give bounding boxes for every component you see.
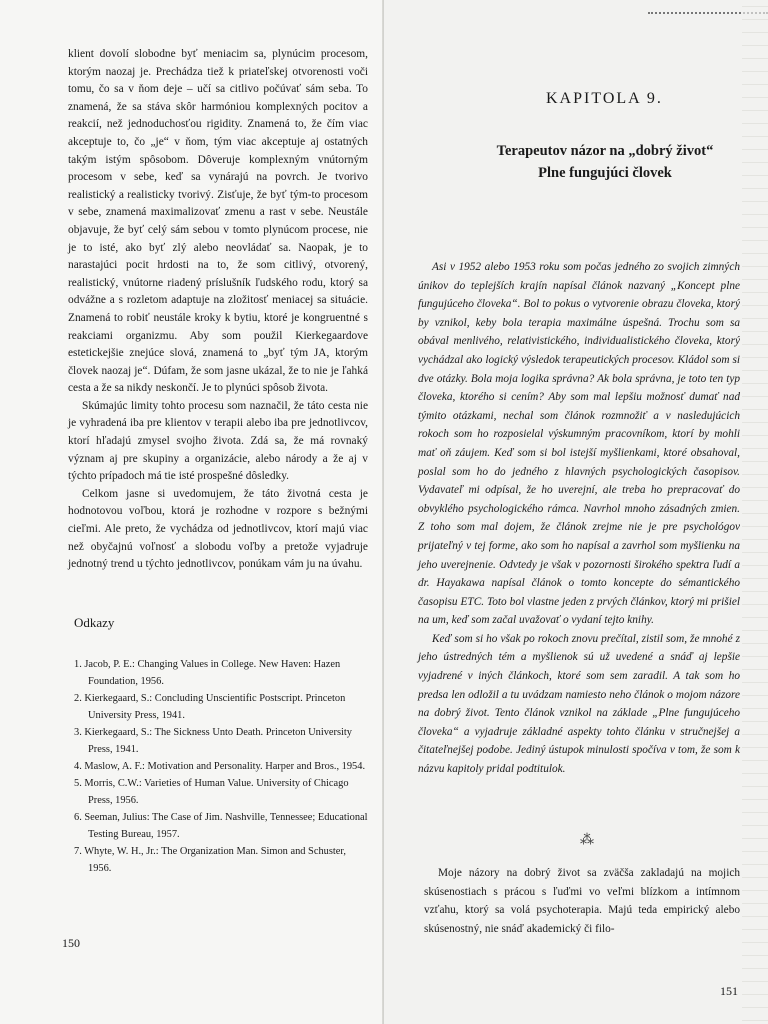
references-heading: Odkazy	[74, 615, 115, 630]
left-text-block	[68, 46, 368, 574]
reference-item: 1. Jacob, P. E.: Changing Values in College. New Haven: Hazen Foundation, 1956.	[74, 659, 341, 687]
chapter-title-line-1: Terapeutov názor na „dobrý život“	[496, 143, 714, 159]
left-page-number: 150	[62, 936, 80, 950]
reference-item: 3. Kierkegaard, S.: The Sickness Unto Death. Princeton University Press, 1941.	[74, 727, 352, 755]
right-paragraph-1: Asi v 1952 alebo 1953 roku som počas jedného zo svojich zimných únikov do teplejších krajín napísal článok nazvaný „Koncept plne fungujúceho človeka“. Bol to pokus o vytvorenie obrazu človeka, ktorý by vznikol, keby bola terapia maximálne úspešná. Trochu som sa obával menlivého, relativistického, individualistického človeka, ktorý vychádzal ako logický výsledok terapeutických procesov. Kládol som si dve otázky. Bola moja logika správna? Ak bola správna, je toto ten typ človeka, ktorého si cením? Aby som mal lepšiu možnosť dumať nad týmito otázkami, nechal som článok rozmnožiť a v nasledujúcich rokoch som ho rozposielal výskumným pracovníkom, ktorí by mohli mať oň záujem. Keď som si bol istejší myšlienkami, ktoré obsahoval, poslal som ho do jedného z hlavných psychologických časopisov. Vydavateľ mi odpísal, že ho uverejní, ale treba ho prepracovať do obvyklého psychologického rámca. Navrhol mnoho zásadných zmien. Z toho som mal dojem, že článok zrejme nie je pre psychológov prijateľný v tej forme, ako som ho napísal a zavrhol som myšlienku na jeho uverejnenie. Odvtedy je však v pozornosti širokého spektra ľudí a dr. Hayakawa napísal článok o tomto koncepte do sémantického časopisu ETC. Toto bol vlastne jeden z prvých článkov, ktorý mi prišiel na um, keď som začal uvažovať o vydaní tejto knihy.	[418, 261, 740, 627]
right-page-number: 151	[720, 984, 738, 998]
chapter-title-line-2: Plne fungujúci človek	[538, 165, 672, 181]
chapter-heading: KAPITOLA 9.	[546, 90, 663, 107]
reference-item: 2. Kierkegaard, S.: Concluding Unscientific Postscript. Princeton University Press, 1941.	[74, 693, 346, 721]
chapter-title	[470, 140, 740, 184]
right-italic-text-block	[418, 258, 740, 779]
left-paragraph-3: Celkom jasne si uvedomujem, že táto životná cesta je hodnotovou voľbou, ktorá je rozhodne v rozpore s bežnými cieľmi. Ale preto, že vychádza od jednotlivcov, ktorí majú viac než obyčajnú voľnosť a slobodu voľby a pretože vyjadruje jednotný trend u týchto jednotlivcov, ponúkam vám ju na úvahu.	[68, 487, 368, 571]
references-list	[74, 656, 370, 877]
page-edge-texture	[742, 0, 768, 1024]
reference-item: 6. Seeman, Julius: The Case of Jim. Nashville, Tennessee; Educational Testing Bureau, 1957.	[74, 812, 368, 840]
left-paragraph-1: klient dovolí slobodne byť meniacim sa, plynúcim procesom, ktorým naozaj je. Prechádza tiež k priateľskej otvorenosti voči tomu, čo sa v ňom deje – učí sa citlivo počúvať sám seba. To znamená, že sa stáva skôr harmóniou komplexných pocitov a reakcií, než jednoduchosťou rigidity. Znamená to, že čím viac akceptuje to, čo „je“ v ňom, tým viac akceptuje aj ostatných takým istým spôsobom. Dôveruje komplexným vnútorným procesom v sebe, keď sa vynárajú na povrch. Je tvorivo realistický a realisticky tvorivý. Zisťuje, že byť tým-to procesom v sebe, znamená maximalizovať zmenu a rast v sebe. Neustále objavuje, že byť celý sám sebou v tomto plynúcom procese, nie je to isté, ako byť zlý alebo neovládať sa. Naopak, je to narastajúci pocit hrdosti na to, že som citlivý, otvorený, realistický, vnútorne riadený príslušník ľudského rodu, ktorý sa odvážne a s rozletom adaptuje na zložitosť meniacej sa situácie. Znamená to robiť neustále kroky k bytiu, ktoré je kongruentné s reakciami organizmu. Aby som použil Kierkegaardove estetickejšie znejúce slová, znamená to „byť tým JA, ktorým človek naozaj je“. Dúfam, že som jasne ukázal, že to nie je ľahká cesta a že sa nikdy neskončí. Je to plynúci spôsob života.	[68, 48, 368, 395]
reference-item: 7. Whyte, W. H., Jr.: The Organization Man. Simon and Schuster, 1956.	[74, 846, 347, 874]
left-paragraph-2: Skúmajúc limity tohto procesu som naznačil, že táto cesta nie je vyhradená iba pre klientov v terapii alebo iba pre jednotlivcov, ktorí hľadajú zmysel svojho života. Zdá sa, že má rovnaký význam aj pre skupiny a organizácie, alebo národy a že aj v týchto prípadoch má tie isté prospešné dôsledky.	[68, 399, 368, 483]
right-paragraph-3: Moje názory na dobrý život sa zväčša zakladajú na mojich skúsenostiach s prácou s ľuďmi vo veľmi blízkom a intímnom vzťahu, ktorý sa volá psychoterapia. Majú teda empirický alebo skúsenostný, nie snáď akademický či filo-	[424, 867, 740, 935]
reference-item: 4. Maslow, A. F.: Motivation and Personality. Harper and Bros., 1954.	[74, 761, 366, 772]
reference-item: 5. Morris, C.W.: Varieties of Human Value. University of Chicago Press, 1956.	[74, 778, 349, 806]
right-paragraph-2: Keď som si ho však po rokoch znovu prečítal, zistil som, že mnohé z jeho ústredných tém a myšlienok sú už uvedené a snáď aj lepšie vyjadrené v iných článkoch, ktoré som sem zaradil. A tak som ho predsa len odložil a tu uvádzam namiesto neho článok o mojom názore na dobrý život. Tento článok vznikol na základe „Plne fungujúceho človeka“ a vyjadruje základné aspekty tohto článku v stručnejšej a čitateľnejšej podobe. Jediný ústupok minulosti spočíva v tom, že som k názvu kapitoly pridal podtitulok.	[418, 632, 740, 776]
section-ornament-icon: ⁂	[580, 833, 594, 848]
